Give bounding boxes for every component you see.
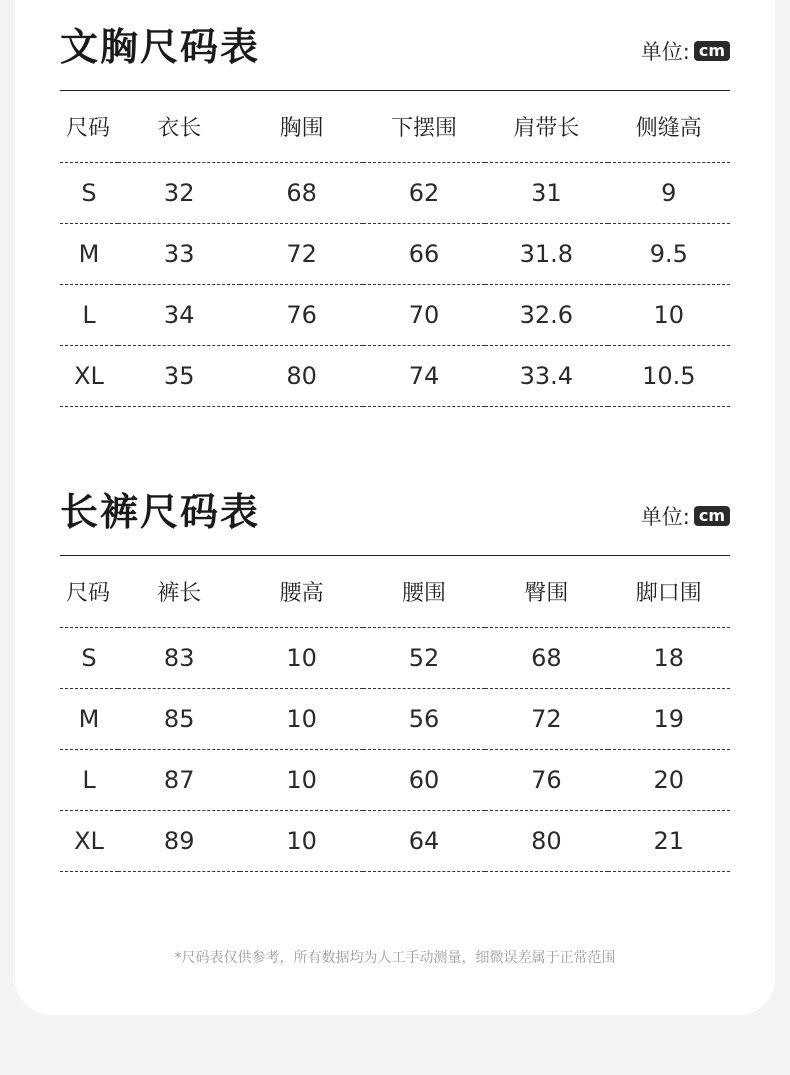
pants-size-section (60, 465, 730, 872)
table-header-row (60, 91, 730, 163)
column-header: 肩带长 (485, 91, 607, 163)
pants-size-header (60, 465, 730, 556)
measurement-cell: 85 (118, 689, 240, 750)
column-header: 胸围 (240, 91, 362, 163)
measurement-cell: 52 (363, 628, 485, 689)
measurement-cell: 20 (608, 750, 730, 811)
column-header: 尺码 (60, 556, 118, 628)
measurement-cell: 62 (363, 163, 485, 224)
column-header: 腰围 (363, 556, 485, 628)
size-cell (60, 285, 118, 346)
pants-unit-badge: cm (694, 506, 730, 526)
measurement-cell: 31 (485, 163, 607, 224)
measurement-cell: 89 (118, 811, 240, 872)
measurement-cell: 10 (240, 628, 362, 689)
measurement-cell: 32 (118, 163, 240, 224)
pants-unit-text: 单位: (640, 505, 690, 529)
column-header: 衣长 (118, 91, 240, 163)
column-header: 侧缝高 (608, 91, 730, 163)
column-header: 尺码 (60, 91, 118, 163)
table-row (60, 285, 730, 346)
table-row (60, 163, 730, 224)
bra-unit-label (641, 36, 730, 66)
size-cell (60, 163, 118, 224)
column-header: 臀围 (485, 556, 607, 628)
measurement-cell: 74 (363, 346, 485, 407)
measurement-cell: 80 (240, 346, 362, 407)
column-header: 腰高 (240, 556, 362, 628)
measurement-cell: 21 (608, 811, 730, 872)
measurement-cell: 76 (485, 750, 607, 811)
size-cell (60, 346, 118, 407)
table-row (60, 689, 730, 750)
measurement-cell: 72 (240, 224, 362, 285)
measurement-cell: 19 (608, 689, 730, 750)
pants-size-title: 长裤尺码表 (60, 490, 261, 534)
table-row (60, 811, 730, 872)
table-row (60, 628, 730, 689)
size-cell (60, 689, 118, 750)
measurement-cell: 68 (240, 163, 362, 224)
bra-size-table (60, 91, 730, 407)
measurement-cell: 68 (485, 628, 607, 689)
bra-unit-badge: cm (694, 41, 730, 61)
pants-unit-label (641, 501, 730, 531)
bra-size-header (60, 0, 730, 91)
measurement-cell: 33 (118, 224, 240, 285)
measurement-cell: 87 (118, 750, 240, 811)
size-label: M (78, 240, 100, 268)
size-cell (60, 628, 118, 689)
size-label: L (82, 766, 96, 794)
disclaimer-footnote: *尺码表仅供参考，所有数据均为人工手动测量，细微误差属于正常范围 (174, 950, 616, 966)
size-label: XL (74, 827, 104, 855)
measurement-cell: 66 (363, 224, 485, 285)
size-label: S (81, 644, 97, 672)
table-header-row (60, 556, 730, 628)
bra-size-title: 文胸尺码表 (60, 25, 261, 69)
measurement-cell: 64 (363, 811, 485, 872)
size-cell (60, 224, 118, 285)
measurement-cell: 32.6 (485, 285, 607, 346)
table-row (60, 750, 730, 811)
measurement-cell: 34 (118, 285, 240, 346)
measurement-cell: 10 (240, 811, 362, 872)
size-label: XL (74, 362, 104, 390)
measurement-cell: 33.4 (485, 346, 607, 407)
column-header: 下摆围 (363, 91, 485, 163)
size-label: S (81, 179, 97, 207)
bra-unit-text: 单位: (640, 40, 690, 64)
measurement-cell: 10 (240, 689, 362, 750)
measurement-cell: 10 (240, 750, 362, 811)
column-header: 脚口围 (608, 556, 730, 628)
measurement-cell: 35 (118, 346, 240, 407)
size-cell (60, 750, 118, 811)
size-label: L (82, 301, 96, 329)
table-row (60, 224, 730, 285)
measurement-cell: 18 (608, 628, 730, 689)
measurement-cell: 56 (363, 689, 485, 750)
size-label: M (78, 705, 100, 733)
measurement-cell: 70 (363, 285, 485, 346)
measurement-cell: 31.8 (485, 224, 607, 285)
size-cell (60, 811, 118, 872)
measurement-cell: 76 (240, 285, 362, 346)
pants-size-table (60, 556, 730, 872)
measurement-cell: 9.5 (608, 224, 730, 285)
measurement-cell: 10 (608, 285, 730, 346)
bra-size-section (60, 0, 730, 407)
measurement-cell: 10.5 (608, 346, 730, 407)
measurement-cell: 80 (485, 811, 607, 872)
measurement-cell: 83 (118, 628, 240, 689)
column-header: 裤长 (118, 556, 240, 628)
table-row (60, 346, 730, 407)
measurement-cell: 9 (608, 163, 730, 224)
measurement-cell: 72 (485, 689, 607, 750)
measurement-cell: 60 (363, 750, 485, 811)
